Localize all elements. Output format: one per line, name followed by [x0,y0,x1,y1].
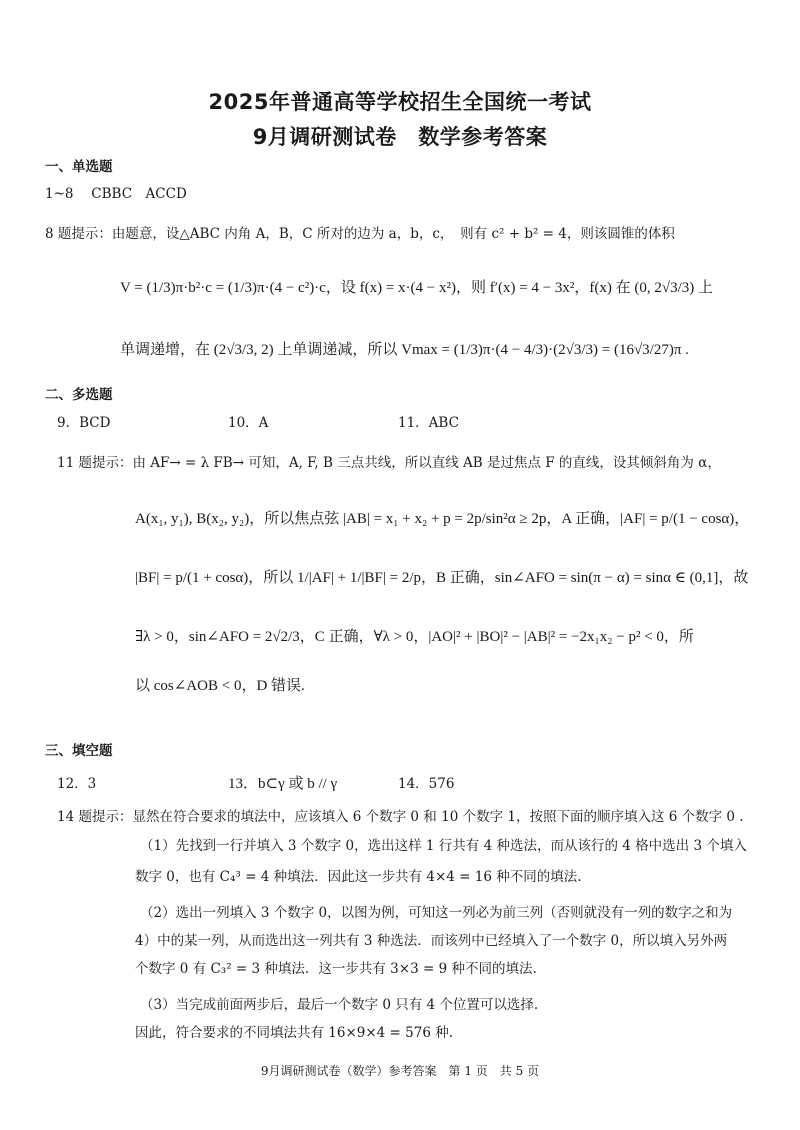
hint-8-line-1: 8 题提示：由题意，设△ABC 内角 A，B，C 所对的边为 a，b，c， 则有 c² + b² = 4，则该圆锥的体积 [45,226,675,242]
hint-11-line-1: 11 题提示：由 AF→ = λ FB→ 可知，A, F, B 三点共线，所以直线 AB 是过焦点 F 的直线，设其倾斜角为 α， [57,455,721,471]
section-multi-choice: 二、多选题 [45,387,113,403]
page-footer: 9月调研测试卷（数学）参考答案 第 1 页 共 5 页 [260,1064,540,1078]
hint-14-line-2: （1）先找到一行并填入 3 个数字 0，选出这样 1 行共有 4 种选法，而从该行的 4 格中选出 3 个填入 [140,838,747,854]
hint-14-line-7: （3）当完成前面两步后，最后一个数字 0 只有 4 个位置可以选择. [140,997,539,1013]
exam-title: 2025年普通高等学校招生全国统一考试 [208,90,592,114]
answer-q13: 13．b⊂γ 或 b // γ [228,776,338,792]
hint-11-line-2: A(x₁, y₁), B(x₂, y₂)，所以焦点弦 |AB| = x₁ + x₂ + p = 2p/sin²α ≥ 2p，A 正确，|AF| = p/(1 − cosα)， [135,511,750,527]
hint-11-line-4: ∃λ > 0，sin∠AFO = 2√2/3，C 正确，∀λ > 0，|AO|² + |BO|² − |AB|² = −2x₁x₂ − p² < 0，所 [135,629,694,645]
answer-q11: 11．ABC [398,415,459,431]
hint-8-line-2: V = (1/3)π·b²·c = (1/3)π·(4 − c²)·c，设 f(x) = x·(4 − x²)，则 f′(x) = 4 − 3x²，f(x) 在 (0, 2√3/3) 上 [120,280,714,296]
hint-14-line-6: 个数字 0 有 C₃² = 3 种填法．这一步共有 3×3 = 9 种不同的填法. [135,961,537,977]
answer-q1-8: 1~8 CBBC ACCD [45,186,187,202]
exam-subtitle: 9月调研测试卷 数学参考答案 [252,125,548,149]
answer-q10: 10．A [228,415,269,431]
hint-11-line-5: 以 cos∠AOB < 0，D 错误. [135,678,305,694]
section-single-choice: 一、单选题 [45,159,113,175]
section-fill-blank: 三、填空题 [45,743,113,759]
hint-11-line-3: |BF| = p/(1 + cosα)，所以 1/|AF| + 1/|BF| = 2/p，B 正确，sin∠AFO = sin(π − α) = sinα ∈ (0,1]，故 [135,570,749,586]
hint-14-line-4: （2）选出一列填入 3 个数字 0，以图为例，可知这一列必为前三列（否则就没有一列的数字之和为 [140,905,733,921]
answer-q9: 9．BCD [57,415,111,431]
hint-8-line-3: 单调递增，在 (2√3/3, 2) 上单调递减，所以 Vmax = (1/3)π·(4 − 4/3)·(2√3/3) = (16√3/27)π . [120,342,689,358]
hint-14-line-5: 4）中的某一列，从而选出这一列共有 3 种选法．而该列中已经填入了一个数字 0，所以填入另外两 [135,933,728,949]
answer-q12: 12．3 [57,776,97,792]
hint-14-line-8: 因此，符合要求的不同填法共有 16×9×4 = 576 种. [135,1025,454,1041]
hint-14-line-3: 数字 0，也有 C₄³ = 4 种填法．因此这一步共有 4×4 = 16 种不同的填法. [135,869,582,885]
hint-14-line-1: 14 题提示：显然在符合要求的填法中，应该填入 6 个数字 0 和 10 个数字 1，按照下面的顺序填入这 6 个数字 0 . [57,809,744,825]
answer-q14: 14．576 [398,776,455,792]
